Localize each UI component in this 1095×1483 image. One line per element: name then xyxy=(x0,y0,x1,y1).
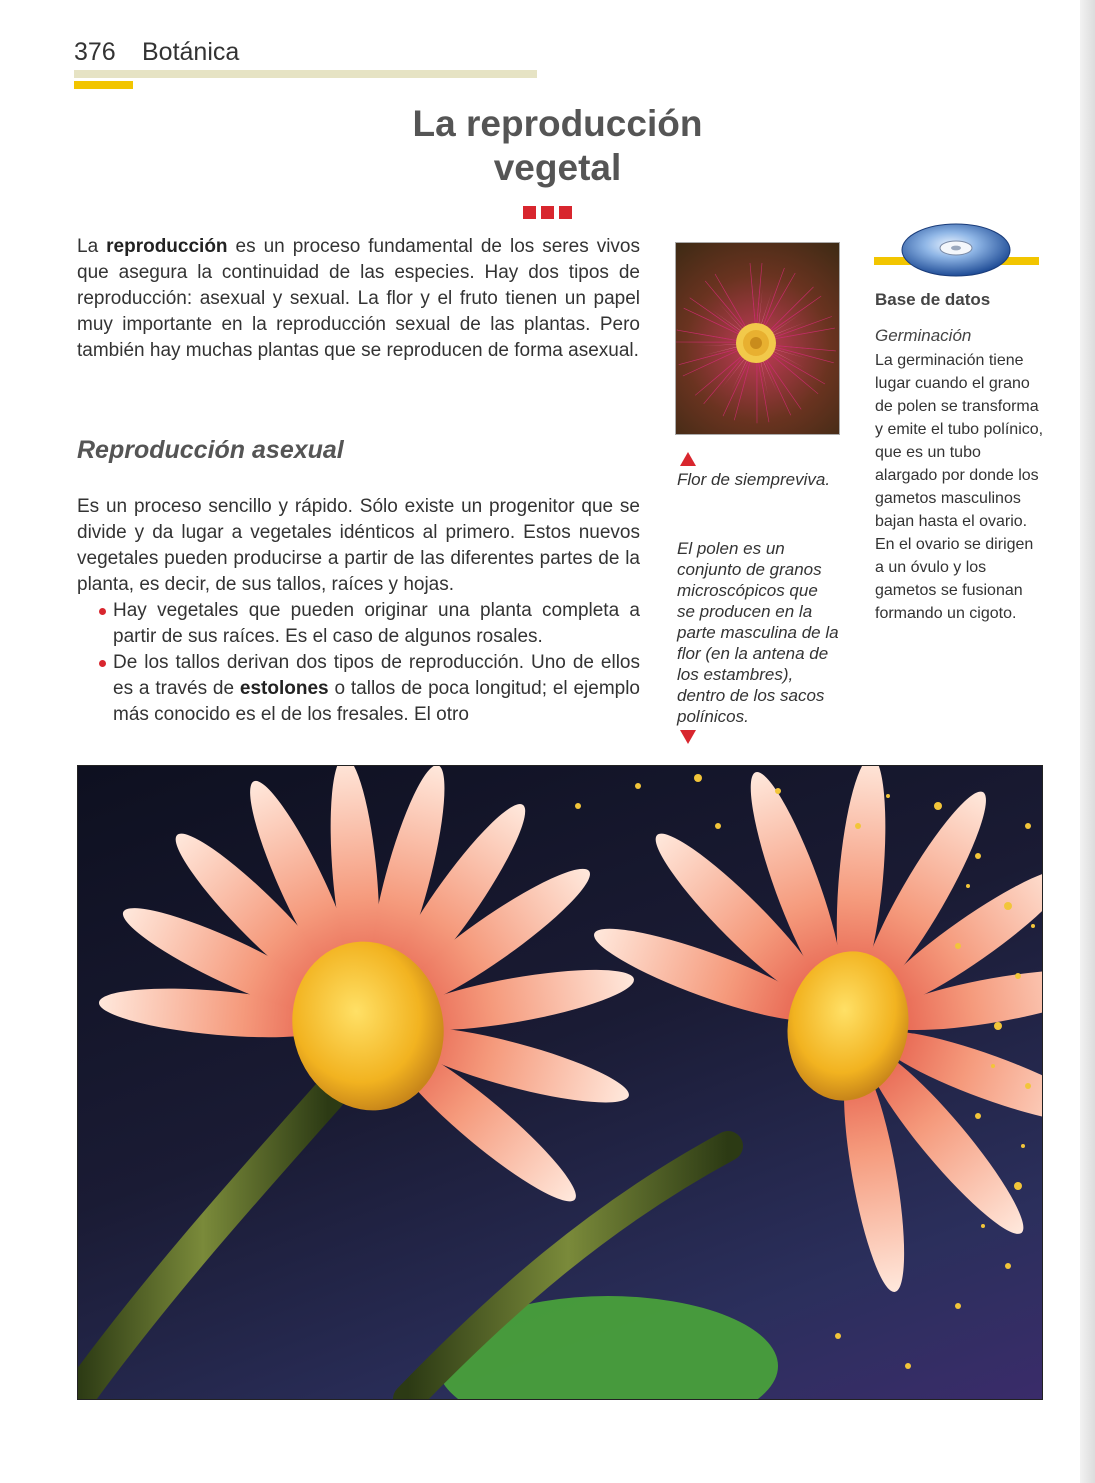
cd-icon xyxy=(900,222,1012,283)
intro-paragraph xyxy=(77,234,640,364)
flower-illustration xyxy=(676,243,839,434)
caption-arrow-up-icon xyxy=(680,452,696,466)
section-name: Botánica xyxy=(142,38,240,66)
page-edge-shadow xyxy=(1080,0,1095,1483)
section-heading: Reproducción asexual xyxy=(77,436,344,464)
header-rule xyxy=(74,70,537,78)
list-item-text-end: o tallos de poca longitud; el ejemplo más conocido es el de los fresales. El otro xyxy=(113,678,640,725)
list-item xyxy=(95,598,640,650)
title-decoration xyxy=(523,206,577,224)
red-square-icon xyxy=(559,206,572,219)
red-square-icon xyxy=(523,206,536,219)
intro-text-end: es un proceso fundamental de los seres vivos que asegura la continuidad de las especies. Hay dos tipos de reproducción: asexual y sexual. La flor y el fruto tienen un papel muy importante en la reproducción sexual de las plantas. Pero también hay muchas plantas que se reproducen de forma asexual. xyxy=(77,236,640,361)
intro-text-start: La xyxy=(77,236,107,257)
list-item-text: Hay vegetales que pueden originar una planta completa a partir de sus raíces. Es el caso de algunos rosales. xyxy=(113,600,640,647)
bullet-list xyxy=(95,598,640,728)
body-paragraph: Es un proceso sencillo y rápido. Sólo existe un progenitor que se divide y da lugar a vegetales idénticos al primero. Estos nuevos vegetales pueden producirse a partir de las diferentes partes de la planta, es decir, de sus tallos, raíces y hojas. xyxy=(77,496,640,595)
info-box-text: La germinación tiene lugar cuando el grano de polen se transforma y emite el tubo polínico, que es un tubo alargado por donde los gametos masculinos bajan hasta el ovario. En el ovario se dirigen a un óvulo y los gametos se fusionan formando un cigoto. xyxy=(875,352,1044,622)
caption-arrow-down-icon xyxy=(680,730,696,744)
daisies-pollen-photo xyxy=(77,765,1043,1400)
page-title-line2: vegetal xyxy=(493,147,622,188)
list-item-bold-term: estolones xyxy=(239,678,329,699)
info-box-subtitle: Germinación xyxy=(875,326,972,345)
side-note: El polen es un conjunto de granos microscópicos que se producen en la parte masculina de la flor (en la antena de los estambres), dentro de los sacos polínicos. xyxy=(677,539,839,726)
info-box-title: Base de datos xyxy=(875,290,991,309)
page-number: 376 xyxy=(74,38,116,66)
red-square-icon xyxy=(541,206,554,219)
bullet-icon xyxy=(99,660,106,667)
bullet-icon xyxy=(99,608,106,615)
page-title-line1: La reproducción xyxy=(412,103,703,144)
intro-bold-term: reproducción xyxy=(106,236,228,257)
header-accent-bar xyxy=(74,81,133,89)
photo-caption: Flor de siempreviva. xyxy=(677,470,831,489)
page-title xyxy=(300,102,815,190)
siempreviva-flower-photo xyxy=(675,242,840,435)
list-item-text-start: De los tallos derivan dos tipos de reproducción. Uno de ellos es a través de xyxy=(113,652,640,699)
daisies-illustration xyxy=(78,766,1042,1399)
list-item xyxy=(95,650,640,728)
